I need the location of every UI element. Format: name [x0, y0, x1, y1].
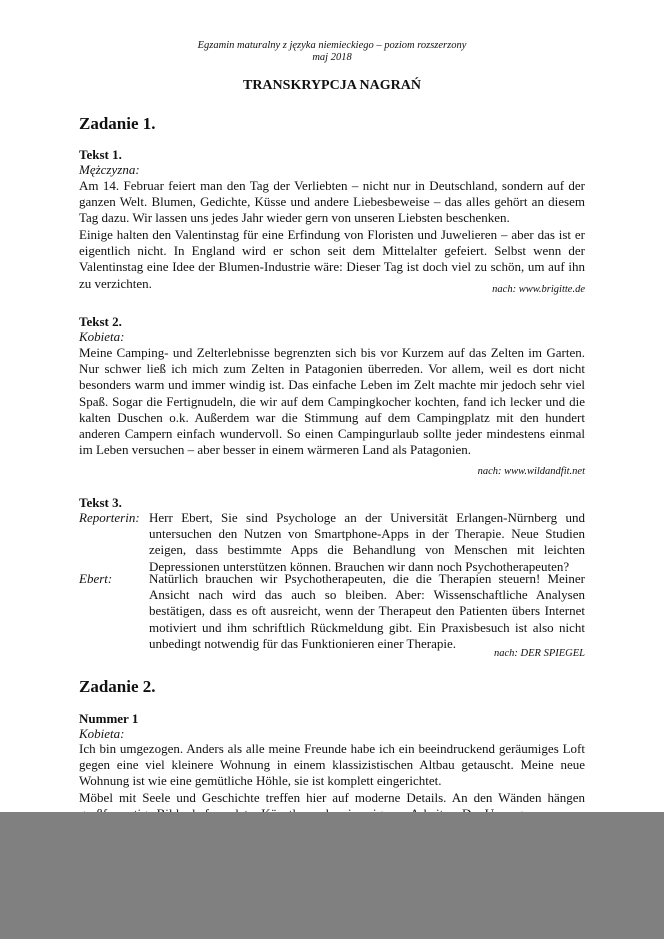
bottom-gray-band — [0, 812, 664, 939]
nummer-1-label: Nummer 1 — [79, 711, 139, 726]
tekst-1-paragraph-2: Einige halten den Valentinstag für eine Erfindung von Floristen und Juwelieren – aber das ist er eigentlich nicht. In England wird er schon seit dem Mittelalter gefeiert. Selbst wenn der Valentinstag eine Idee der Blumen-Industrie wäre: Dieser Tag ist doch viel zu schön, um auf ihn zu verzichten. — [79, 227, 585, 291]
header-line-2: maj 2018 — [312, 52, 352, 63]
tekst-2-source: nach: www.wildandfit.net — [477, 466, 585, 477]
header-line-1: Egzamin maturalny z języka niemieckiego – poziom rozszerzony — [197, 40, 467, 51]
tekst-1-label: Tekst 1. — [79, 147, 122, 162]
tekst-1-paragraph-1: Am 14. Februar feiert man den Tag der Verliebten – nicht nur in Deutschland, sondern auf der ganzen Welt. Blumen, Gedichte, Küsse und andere Liebesbeweise – das alles gehört an diesem Tag dazu. Wir lassen uns jedes Jahr wieder gern von unseren Liebsten beschenken. — [79, 178, 585, 226]
tekst-3-ebert-text: Natürlich brauchen wir Psychotherapeuten, die die Therapien steuern! Meiner Ansicht nach wird das auch so bleiben. Aber: Wissenschaftliche Analysen bestätigen, dass es oft ausreicht, wenn der Therapeut den Patienten übers Internet motiviert und ihm schriftlich Rückmeldung gibt. Ein Praxisbesuch ist also nicht unbedingt notwendig für das Funktionieren einer Therapie. — [149, 571, 585, 651]
nummer-1-paragraph-1: Ich bin umgezogen. Anders als alle meine Freunde habe ich ein beeindruckend geräumiges Loft gegen eine viel kleinere Wohnung in einem klassizistischen Altbau getauscht. Meine neue Wohnung ist wie eine gemütliche Höhle, sie ist komplett eingerichtet. — [79, 741, 585, 789]
nummer-1-speaker: Kobieta: — [79, 726, 125, 741]
tekst-3-reporterin-text: Herr Ebert, Sie sind Psychologe an der Universität Erlangen-Nürnberg und untersuchen den Nutzen von Smartphone-Apps in der Therapie. Neue Studien zeigen, dass bestimmte Apps die Behandlung von Menschen mit leichten Depressionen unterstützen können. Brauchen wir dann noch Psychotherapeuten? — [149, 510, 585, 574]
tekst-2-paragraph: Meine Camping- und Zelterlebnisse begrenzten sich bis vor Kurzem auf das Zelten im Garten. Nur schwer ließ ich mich zum Zelten in Patagonien überreden. Vor allem, weil es dort nicht besonders warm und immer windig ist. Das einfache Leben im Zelt machte mir jedoch sehr viel Spaß. Sogar die Fertignudeln, die wir auf dem Campingkocher kochten, fand ich lecker und die kalten Duschen o.k. Außerdem war die Stimmung auf dem Campingplatz mit den hundert anderen Campern einfach wundervoll. So einen Campingurlaub sollte jeder mindestens einmal im Leben versuchen – aber besser in einem wärmeren Land als Patagonien. — [79, 345, 585, 458]
nummer-1-paragraph-2: Möbel mit Seele und Geschichte treffen hier auf moderne Details. An den Wänden hängen — [79, 790, 585, 805]
tekst-2-speaker: Kobieta: — [79, 329, 125, 344]
zadanie-1-heading: Zadanie 1. — [79, 114, 156, 133]
tekst-3-source: nach: DER SPIEGEL — [494, 648, 585, 659]
tekst-1-speaker: Mężczyzna: — [79, 162, 140, 177]
tekst-2-label: Tekst 2. — [79, 314, 122, 329]
tekst-3-speaker-ebert: Ebert: — [79, 571, 113, 586]
tekst-3-speaker-reporterin: Reporterin: — [79, 510, 140, 525]
tekst-1-source: nach: www.brigitte.de — [492, 284, 585, 295]
document-title: TRANSKRYPCJA NAGRAŃ — [242, 78, 421, 93]
zadanie-2-heading: Zadanie 2. — [79, 677, 156, 696]
exam-header — [0, 40, 664, 64]
tekst-3-label: Tekst 3. — [79, 495, 122, 510]
